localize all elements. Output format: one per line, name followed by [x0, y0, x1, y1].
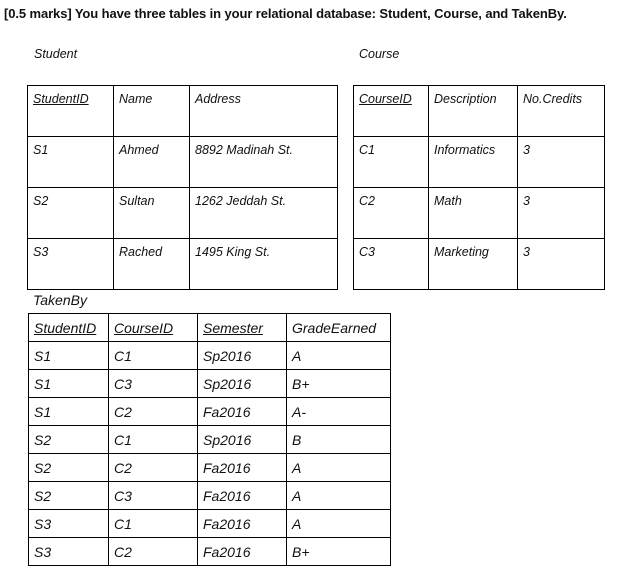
takenby-table: [28, 313, 391, 566]
table-row: [28, 137, 338, 188]
table-row: [28, 188, 338, 239]
table-row: [29, 510, 391, 538]
table-cell: Math: [429, 188, 518, 239]
table-cell: S2: [29, 426, 109, 454]
table-row: [28, 239, 338, 290]
table-cell: S2: [29, 482, 109, 510]
table-cell: Sultan: [114, 188, 190, 239]
table-cell: A-: [287, 398, 391, 426]
table-cell: B: [287, 426, 391, 454]
table-cell: Sp2016: [198, 426, 287, 454]
table-row: [29, 482, 391, 510]
table-cell: A: [287, 454, 391, 482]
table-cell: Sp2016: [198, 370, 287, 398]
table-cell: C1: [354, 137, 429, 188]
table-cell: C1: [109, 342, 198, 370]
header-cell: Name: [114, 86, 190, 137]
header-cell: No.Credits: [518, 86, 605, 137]
table-row: [354, 137, 605, 188]
table-header-row: [28, 86, 338, 137]
table-row: [29, 426, 391, 454]
table-row: [354, 188, 605, 239]
takenby-table-caption: TakenBy: [33, 292, 87, 308]
table-cell: Marketing: [429, 239, 518, 290]
table-cell: C1: [109, 510, 198, 538]
table-cell: C2: [109, 454, 198, 482]
table-row: [29, 370, 391, 398]
table-cell: Rached: [114, 239, 190, 290]
table-cell: Informatics: [429, 137, 518, 188]
table-cell: Sp2016: [198, 342, 287, 370]
header-cell: Address: [190, 86, 338, 137]
table-row: [29, 454, 391, 482]
table-row: [29, 538, 391, 566]
table-cell: 3: [518, 137, 605, 188]
table-header-row: [29, 314, 391, 342]
table-cell: A: [287, 482, 391, 510]
course-table-caption: Course: [359, 47, 400, 61]
table-cell: A: [287, 342, 391, 370]
table-cell: S3: [29, 538, 109, 566]
table-row: [29, 342, 391, 370]
table-cell: S1: [29, 398, 109, 426]
table-row: [29, 398, 391, 426]
table-cell: S2: [29, 454, 109, 482]
table-cell: 1495 King St.: [190, 239, 338, 290]
table-header-row: [354, 86, 605, 137]
table-cell: C2: [354, 188, 429, 239]
course-table: [353, 85, 605, 290]
table-cell: B+: [287, 370, 391, 398]
table-cell: S3: [28, 239, 114, 290]
table-cell: 3: [518, 239, 605, 290]
student-table-caption: Student: [34, 47, 78, 61]
table-cell: S2: [28, 188, 114, 239]
table-cell: Ahmed: [114, 137, 190, 188]
table-cell: C2: [109, 398, 198, 426]
student-table: [27, 85, 338, 290]
table-cell: C3: [109, 370, 198, 398]
table-cell: S1: [28, 137, 114, 188]
header-cell: GradeEarned: [287, 314, 391, 342]
header-cell: CourseID: [354, 86, 429, 137]
table-cell: Fa2016: [198, 538, 287, 566]
header-cell: StudentID: [28, 86, 114, 137]
table-cell: C3: [354, 239, 429, 290]
table-cell: Fa2016: [198, 482, 287, 510]
header-cell: CourseID: [109, 314, 198, 342]
table-cell: Fa2016: [198, 510, 287, 538]
table-cell: 8892 Madinah St.: [190, 137, 338, 188]
header-cell: Semester: [198, 314, 287, 342]
header-cell: StudentID: [29, 314, 109, 342]
table-cell: Fa2016: [198, 398, 287, 426]
table-cell: Fa2016: [198, 454, 287, 482]
table-cell: 3: [518, 188, 605, 239]
table-cell: S1: [29, 342, 109, 370]
table-cell: C1: [109, 426, 198, 454]
table-cell: A: [287, 510, 391, 538]
table-row: [354, 239, 605, 290]
table-cell: 1262 Jeddah St.: [190, 188, 338, 239]
question-text: [0.5 marks] You have three tables in your relational database: Student, Course, and TakenBy.: [4, 6, 567, 21]
table-cell: C2: [109, 538, 198, 566]
table-cell: S3: [29, 510, 109, 538]
table-cell: C3: [109, 482, 198, 510]
header-cell: Description: [429, 86, 518, 137]
table-cell: B+: [287, 538, 391, 566]
table-cell: S1: [29, 370, 109, 398]
